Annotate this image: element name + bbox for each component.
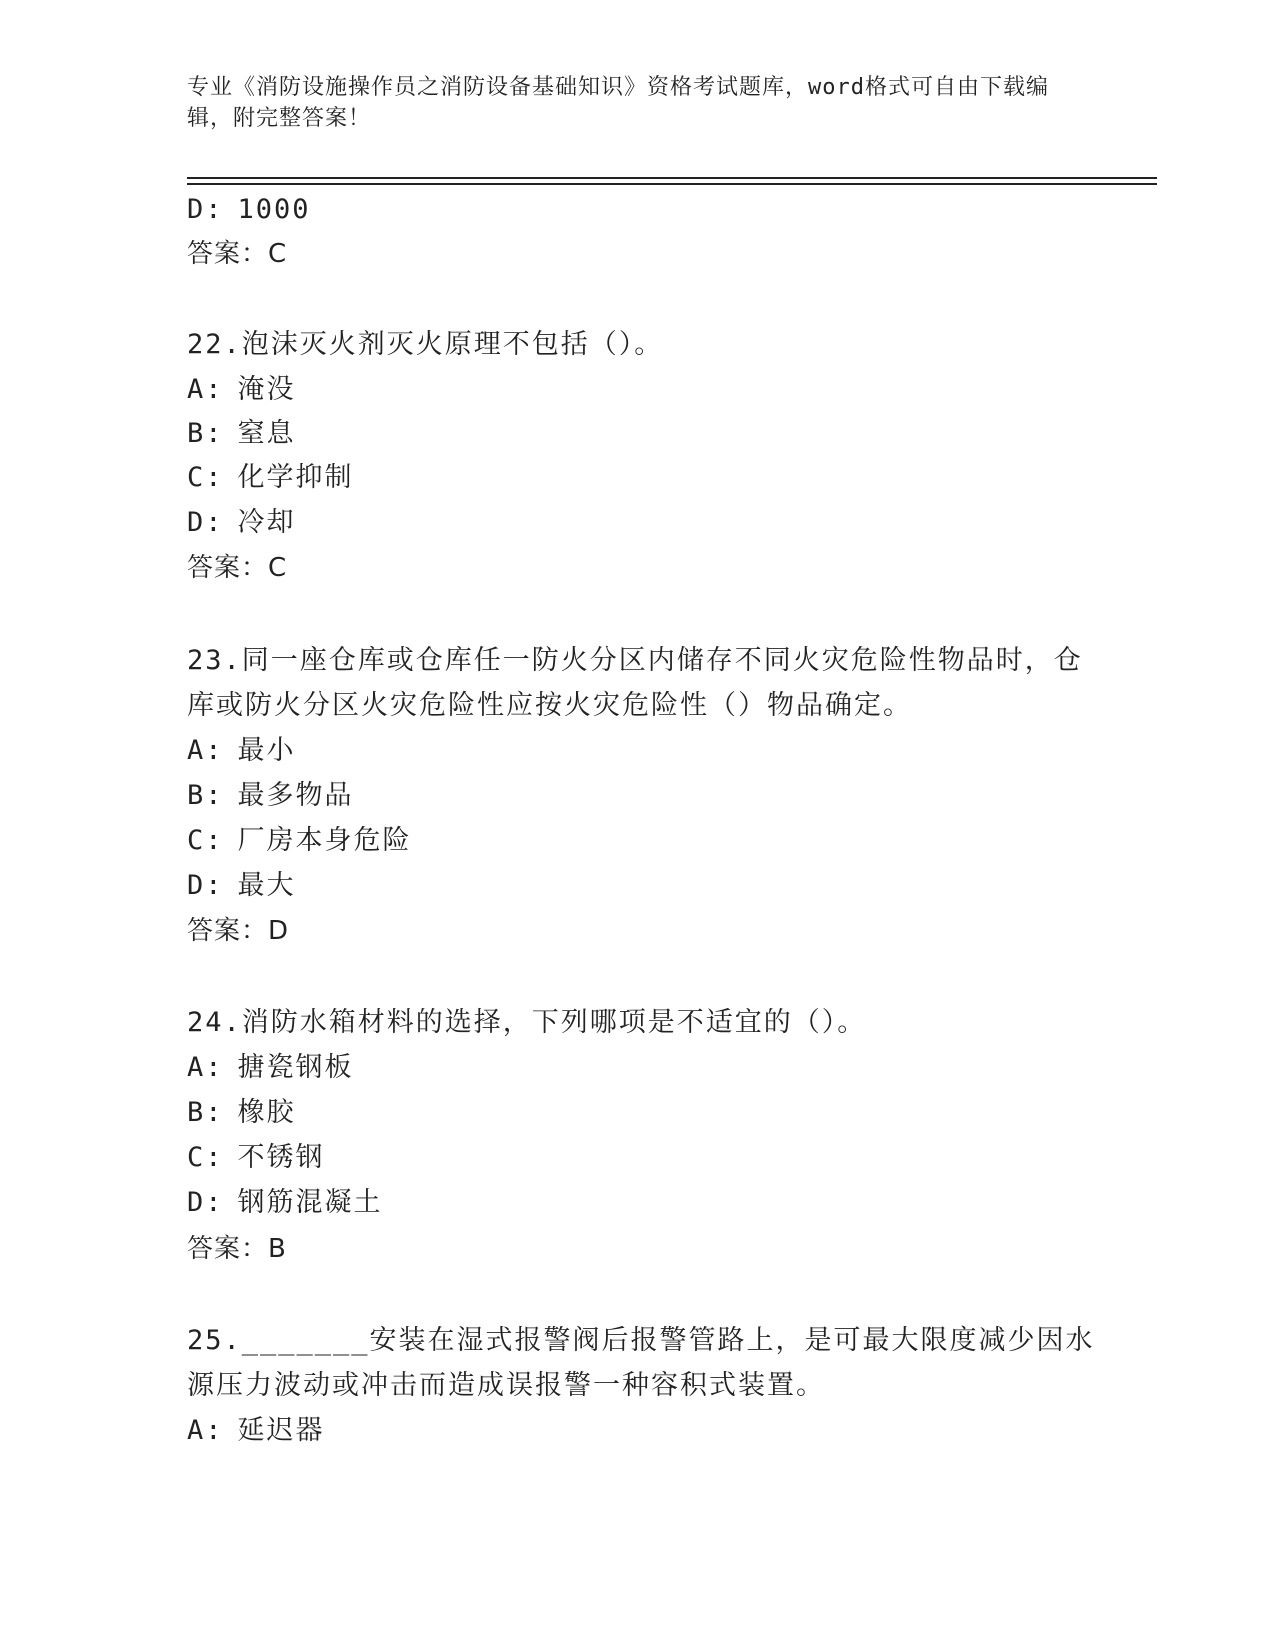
answer-line: 答案：C bbox=[187, 553, 288, 583]
option-line bbox=[187, 374, 296, 406]
answer-line: 答案：C bbox=[187, 239, 288, 269]
option-letter: D: bbox=[187, 1187, 224, 1218]
option-text: 最多物品 bbox=[237, 780, 354, 811]
option-text: 钢筋混凝土 bbox=[237, 1187, 383, 1218]
option-text: 延迟器 bbox=[237, 1415, 325, 1446]
option-text: 厂房本身危险 bbox=[237, 825, 412, 856]
option-line bbox=[187, 418, 296, 450]
option-letter: C: bbox=[187, 1142, 224, 1173]
option-line bbox=[187, 1415, 325, 1447]
option-text: 不锈钢 bbox=[237, 1142, 325, 1173]
question-line: 24.消防水箱材料的选择，下列哪项是不适宜的（）。 bbox=[187, 1007, 867, 1038]
question-line: 22.泡沫灭火剂灭火原理不包括（）。 bbox=[187, 329, 664, 360]
question-line: 25._______安装在湿式报警阀后报警管路上，是可最大限度减少因水 bbox=[187, 1325, 1095, 1356]
option-line bbox=[187, 1142, 325, 1174]
option-letter: A: bbox=[187, 1415, 224, 1446]
header-divider-top bbox=[187, 177, 1157, 179]
question-line: 23.同一座仓库或仓库任一防火分区内储存不同火灾危险性物品时，仓 bbox=[187, 645, 1083, 676]
option-text: 橡胶 bbox=[237, 1097, 296, 1128]
option-letter: C: bbox=[187, 825, 224, 856]
option-letter: A: bbox=[187, 1052, 224, 1083]
option-text: 最小 bbox=[237, 735, 296, 766]
page-header: 专业《消防设施操作员之消防设备基础知识》资格考试题库，word格式可自由下载编辑，附完整答案！ bbox=[187, 75, 1049, 131]
option-letter: D: bbox=[187, 507, 224, 538]
question-line: 库或防火分区火灾危险性应按火灾危险性（）物品确定。 bbox=[187, 690, 912, 721]
answer-line: 答案：D bbox=[187, 916, 290, 946]
question-line: 源压力波动或冲击而造成误报警一种容积式装置。 bbox=[187, 1370, 825, 1401]
option-letter: B: bbox=[187, 418, 224, 449]
option-letter: B: bbox=[187, 1097, 224, 1128]
option-line bbox=[187, 1052, 354, 1084]
answer-line: 答案：B bbox=[187, 1234, 287, 1264]
option-text: 化学抑制 bbox=[237, 462, 354, 493]
option-line bbox=[187, 507, 296, 539]
option-line bbox=[187, 462, 354, 494]
option-line bbox=[187, 1187, 383, 1219]
option-line bbox=[187, 780, 354, 812]
option-text: 最大 bbox=[237, 870, 296, 901]
option-text: 淹没 bbox=[237, 374, 296, 405]
option-line bbox=[187, 825, 412, 857]
option-letter: D: bbox=[187, 194, 224, 225]
option-letter: C: bbox=[187, 462, 224, 493]
option-line bbox=[187, 1097, 296, 1129]
option-text: 冷却 bbox=[237, 507, 296, 538]
option-letter: B: bbox=[187, 780, 224, 811]
option-text: 1000 bbox=[237, 194, 311, 225]
option-text: 搪瓷钢板 bbox=[237, 1052, 354, 1083]
option-letter: D: bbox=[187, 870, 224, 901]
option-text: 窒息 bbox=[237, 418, 296, 449]
option-line bbox=[187, 735, 296, 767]
option-letter: A: bbox=[187, 735, 224, 766]
header-divider-bottom bbox=[187, 183, 1157, 185]
option-line bbox=[187, 870, 296, 902]
option-line bbox=[187, 194, 311, 226]
option-letter: A: bbox=[187, 374, 224, 405]
